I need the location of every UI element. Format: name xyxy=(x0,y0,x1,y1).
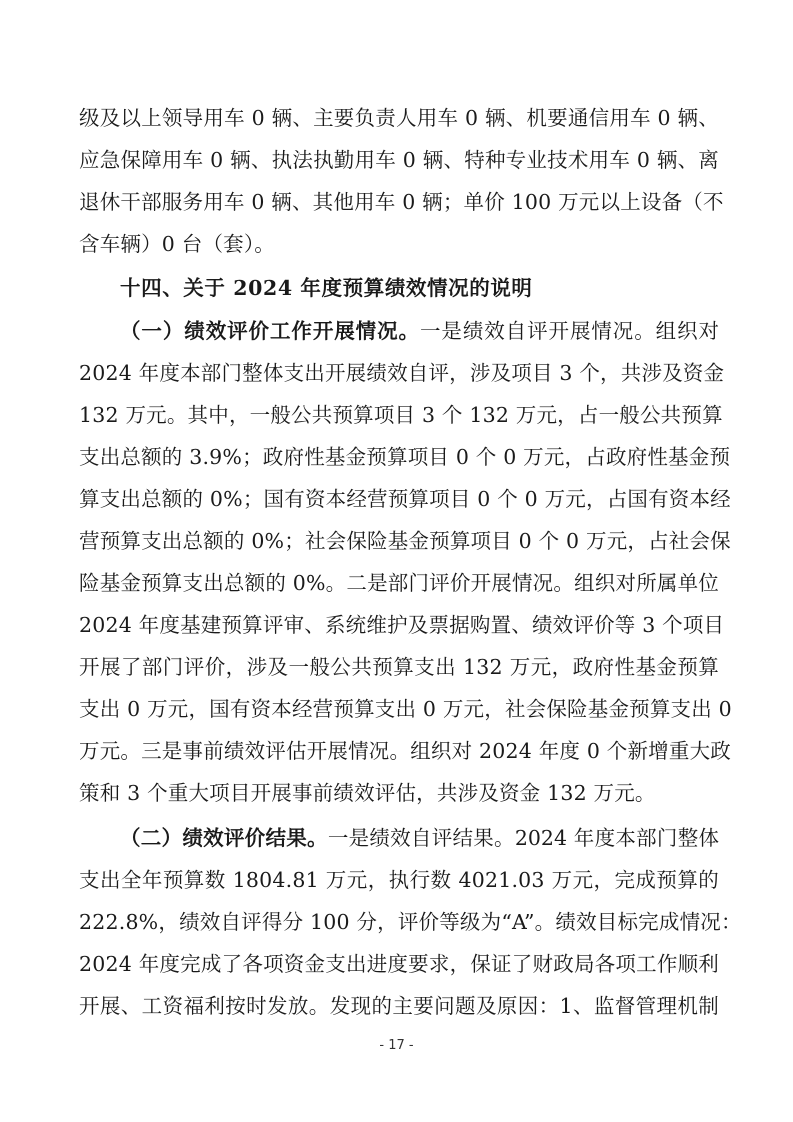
text-line: 算支出总额的 0%；国有资本经营预算项目 0 个 0 万元，占国有资本经 xyxy=(79,487,731,511)
text-line: 2024 年度本部门整体支出开展绩效自评，涉及项目 3 个，共涉及资金 xyxy=(79,361,725,385)
text-line: 万元。三是事前绩效评估开展情况。组织对 2024 年度 0 个新增重大政 xyxy=(79,739,731,763)
text-line: 策和 3 个重大项目开展事前绩效评估，共涉及资金 132 万元。 xyxy=(79,781,656,805)
paragraph-lead-heading: （二）绩效评价结果。 xyxy=(120,826,328,850)
text-line: 132 万元。其中，一般公共预算项目 3 个 132 万元，占一般公共预算 xyxy=(79,403,723,427)
text-line: 险基金预算支出总额的 0%。二是部门评价开展情况。组织对所属单位 xyxy=(79,571,719,595)
text-line: 级及以上领导用车 0 辆、主要负责人用车 0 辆、机要通信用车 0 辆、 xyxy=(79,106,719,130)
paragraph-first-line xyxy=(120,311,719,351)
paragraph-first-line xyxy=(120,818,719,858)
section-heading: 十四、关于 2024 年度预算绩效情况的说明 xyxy=(120,276,533,300)
text-line: 支出全年预算数 1804.81 万元，执行数 4021.03 万元，完成预算的 xyxy=(79,868,719,892)
text-line: 支出 0 万元，国有资本经营预算支出 0 万元，社会保险基金预算支出 0 xyxy=(79,697,732,721)
text-line: 支出总额的 3.9%；政府性基金预算项目 0 个 0 万元，占政府性基金预 xyxy=(79,445,731,469)
text-line: 营预算支出总额的 0%；社会保险基金预算项目 0 个 0 万元，占社会保 xyxy=(79,529,731,553)
paragraph-first-line-text: 一是绩效自评结果。2024 年度本部门整体 xyxy=(327,826,719,850)
paragraph-first-line-text: 一是绩效自评开展情况。组织对 xyxy=(419,319,720,343)
text-line: 2024 年度基建预算评审、系统维护及票据购置、绩效评价等 3 个项目 xyxy=(79,613,725,637)
text-line: 222.8%，绩效自评得分 100 分，评价等级为“A”。绩效目标完成情况： xyxy=(79,910,742,934)
text-line: 开展了部门评价，涉及一般公共预算支出 132 万元，政府性基金预算 xyxy=(79,655,719,679)
text-line: 应急保障用车 0 辆、执法执勤用车 0 辆、特种专业技术用车 0 辆、离 xyxy=(79,148,719,172)
paragraph-lead-heading: （一）绩效评价工作开展情况。 xyxy=(120,319,420,343)
text-line: 2024 年度完成了各项资金支出进度要求，保证了财政局各项工作顺利 xyxy=(79,952,719,976)
text-line: 含车辆）0 台（套）。 xyxy=(79,232,276,256)
text-line: 开展、工资福利按时发放。发现的主要问题及原因：1、监督管理机制 xyxy=(79,994,719,1018)
page-number: - 17 - xyxy=(379,1038,414,1053)
text-line: 退休干部服务用车 0 辆、其他用车 0 辆；单价 100 万元以上设备（不 xyxy=(79,190,724,214)
